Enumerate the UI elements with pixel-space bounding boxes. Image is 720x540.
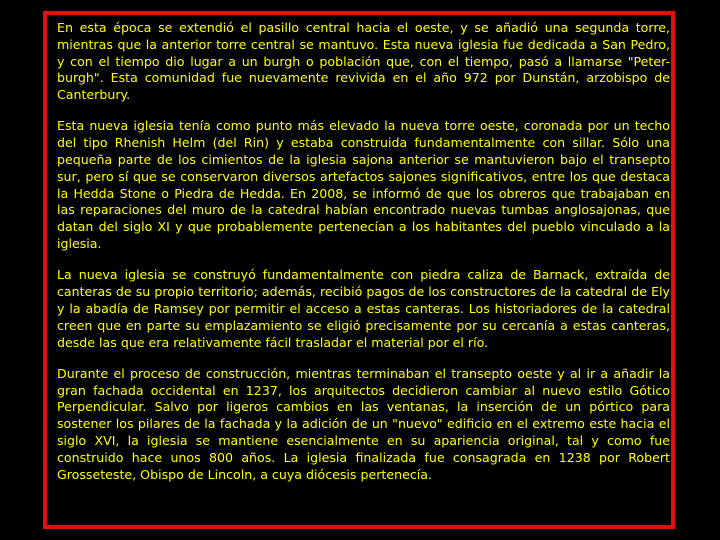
paragraph-3: La nueva iglesia se construyó fundamentalmente con piedra caliza de Barnack, extraída de canteras de su propio territorio; además, recibió pagos de los constructores de la catedral de Ely y la abadía de Ramsey por permitir el acceso a estas canteras. Los historiadores de la catedral creen que en parte su emplazamiento se eligió precisamente por su cercanía a estas canteras, desde las que era relativamente fácil trasladar el material por el río. [57, 267, 670, 350]
slide-frame [43, 11, 675, 529]
slide-text-block [57, 20, 670, 483]
paragraph-4: Durante el proceso de construcción, mientras terminaban el transepto oeste y al ir a añadir la gran fachada occidental en 1237, los arquitectos decidieron cambiar al nuevo estilo Gótico Perpendicular. Salvo por ligeros cambios en las ventanas, la inserción de un pórtico para sostener los pilares de la fachada y la adición de un "nuevo" edificio en el extremo este hacia el siglo XVI, la iglesia se mantiene esencialmente en su apariencia original, tal y como fue construido hace unos 800 años. La iglesia finalizada fue consagrada en 1238 por Robert Grosseteste, Obispo de Lincoln, a cuya diócesis pertenecía. [57, 365, 670, 482]
paragraph-1: En esta época se extendió el pasillo central hacia el oeste, y se añadió una segunda torre, mientras que la anterior torre central se mantuvo. Esta nueva iglesia fue dedicada a San Pedro, y con el tiempo dio lugar a un burgh o población que, con el tiempo, pasó a llamarse "Peter-burgh". Esta comunidad fue nuevamente revivida en el año 972 por Dunstán, arzobispo de Canterbury. [57, 20, 670, 103]
paragraph-2: Esta nueva iglesia tenía como punto más elevado la nueva torre oeste, coronada por un techo del tipo Rhenish Helm (del Rin) y estaba construida fundamentalmente con sillar. Sólo una pequeña parte de los cimientos de la iglesia sajona anterior se mantuvieron bajo el transepto sur, pero sí que se conservaron diversos artefactos sajones significativos, entre los que destaca la Hedda Stone o Piedra de Hedda. En 2008, se informó de que los obreros que trabajaban en las reparaciones del muro de la catedral habían encontrado nuevas tumbas anglosajonas, que datan del siglo XI y que probablemente pertenecían a los habitantes del pueblo vinculado a la iglesia. [57, 118, 670, 252]
